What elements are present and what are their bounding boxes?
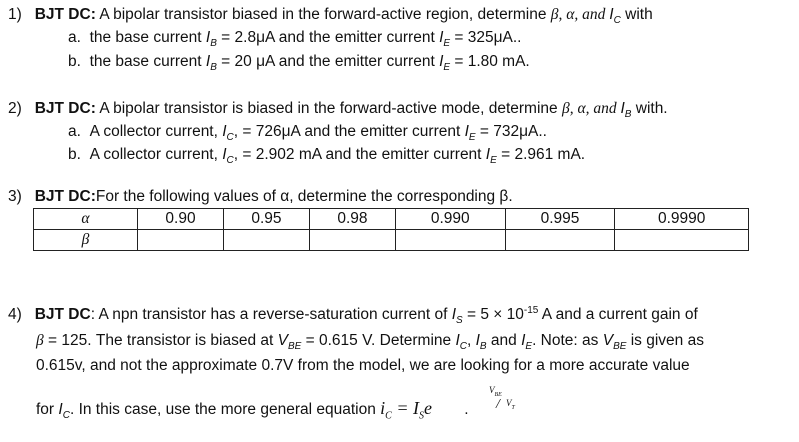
beta-answer-cell[interactable] — [138, 230, 224, 251]
question-3-header — [8, 187, 513, 207]
question-4-line-1: 4) BJT DC: A npn transistor has a reverse-saturation current of $I_S = 5 \times 10^{-15}$ A and a current gain of — [8, 304, 698, 327]
question-number: 3) — [8, 188, 22, 205]
question-stem: A bipolar transistor is biased in the forward-active mode, determine — [99, 100, 558, 117]
question-1-part-b: b. the base current $I_B = 20$ μA and the emitter current $I_E = 1.80$ mA. — [68, 53, 530, 74]
beta-answer-cell[interactable] — [505, 230, 615, 251]
question-1-header: 1) BJT DC: A bipolar transistor biased in the forward-active region, determine β, α, and $I_C$ with — [8, 6, 653, 27]
question-number: 4) — [8, 306, 22, 323]
alpha-beta-table — [33, 208, 749, 251]
table-row-alpha — [34, 209, 749, 230]
question-2-header: 2) BJT DC: A bipolar transistor is biased in the forward-active mode, determine β, α, and $I_B$ with. — [8, 100, 668, 121]
question-4-line-2: β = 125. The transistor is biased at $V_{BE} = 0.615$ V. Determine $I_C$, $I_B$ and $I_E$. Note: as $V_{BE}$ is given as — [36, 332, 704, 353]
question-number: 1) — [8, 6, 22, 23]
question-stem: For the following values of α, determine the corresponding β. — [95, 188, 513, 205]
question-stem: A bipolar transistor biased in the forward-active region, determine — [99, 6, 547, 23]
alpha-value-cell: 0.95 — [223, 209, 309, 230]
alpha-value-cell: 0.98 — [309, 209, 395, 230]
equation-exponent-numerator: $V_{BE}$ — [489, 385, 502, 398]
beta-answer-cell[interactable] — [309, 230, 395, 251]
beta-answer-cell[interactable] — [223, 230, 309, 251]
equation-exponent-denominator: $V_T$ — [506, 398, 515, 411]
alpha-value-cell: 0.90 — [138, 209, 224, 230]
question-1-part-a: a. the base current $I_B = 2.8\mu A$ and the emitter current $I_E = 325\mu A$.. — [68, 29, 522, 50]
row-label-alpha: α — [34, 209, 138, 230]
question-2-part-b: b. A collector current, $I_C$, = 2.902 mA and the emitter current $I_E = 2.961$ mA. — [68, 146, 586, 167]
alpha-value-cell: 0.990 — [395, 209, 505, 230]
question-tag: BJT DC — [34, 306, 91, 323]
beta-answer-cell[interactable] — [615, 230, 749, 251]
question-tag: BJT DC: — [34, 188, 96, 205]
row-label-beta: β — [34, 230, 138, 251]
question-4-line-4: for $I_C$. In this case, use the more general equation $i_C = I_Se$ . — [36, 398, 469, 422]
general-equation: $i_C = I_Se$ — [380, 398, 432, 422]
question-tag: BJT DC: — [34, 6, 96, 23]
question-tag: BJT DC: — [34, 100, 96, 117]
equation-exponent-slash: / — [496, 397, 500, 412]
question-2-part-a: a. A collector current, $I_C$, = 726μA and the emitter current $I_E = 732\mu A$.. — [68, 123, 547, 144]
beta-answer-cell[interactable] — [395, 230, 505, 251]
table-row-beta — [34, 230, 749, 251]
question-symbols: β, α, and — [561, 100, 621, 117]
alpha-value-cell: 0.9990 — [615, 209, 749, 230]
question-number: 2) — [8, 100, 22, 117]
question-symbols: β, α, and — [550, 6, 610, 23]
question-4-line-3: 0.615v, and not the approximate 0.7V from the model, we are looking for a more accurate value — [36, 357, 690, 374]
alpha-value-cell: 0.995 — [505, 209, 615, 230]
